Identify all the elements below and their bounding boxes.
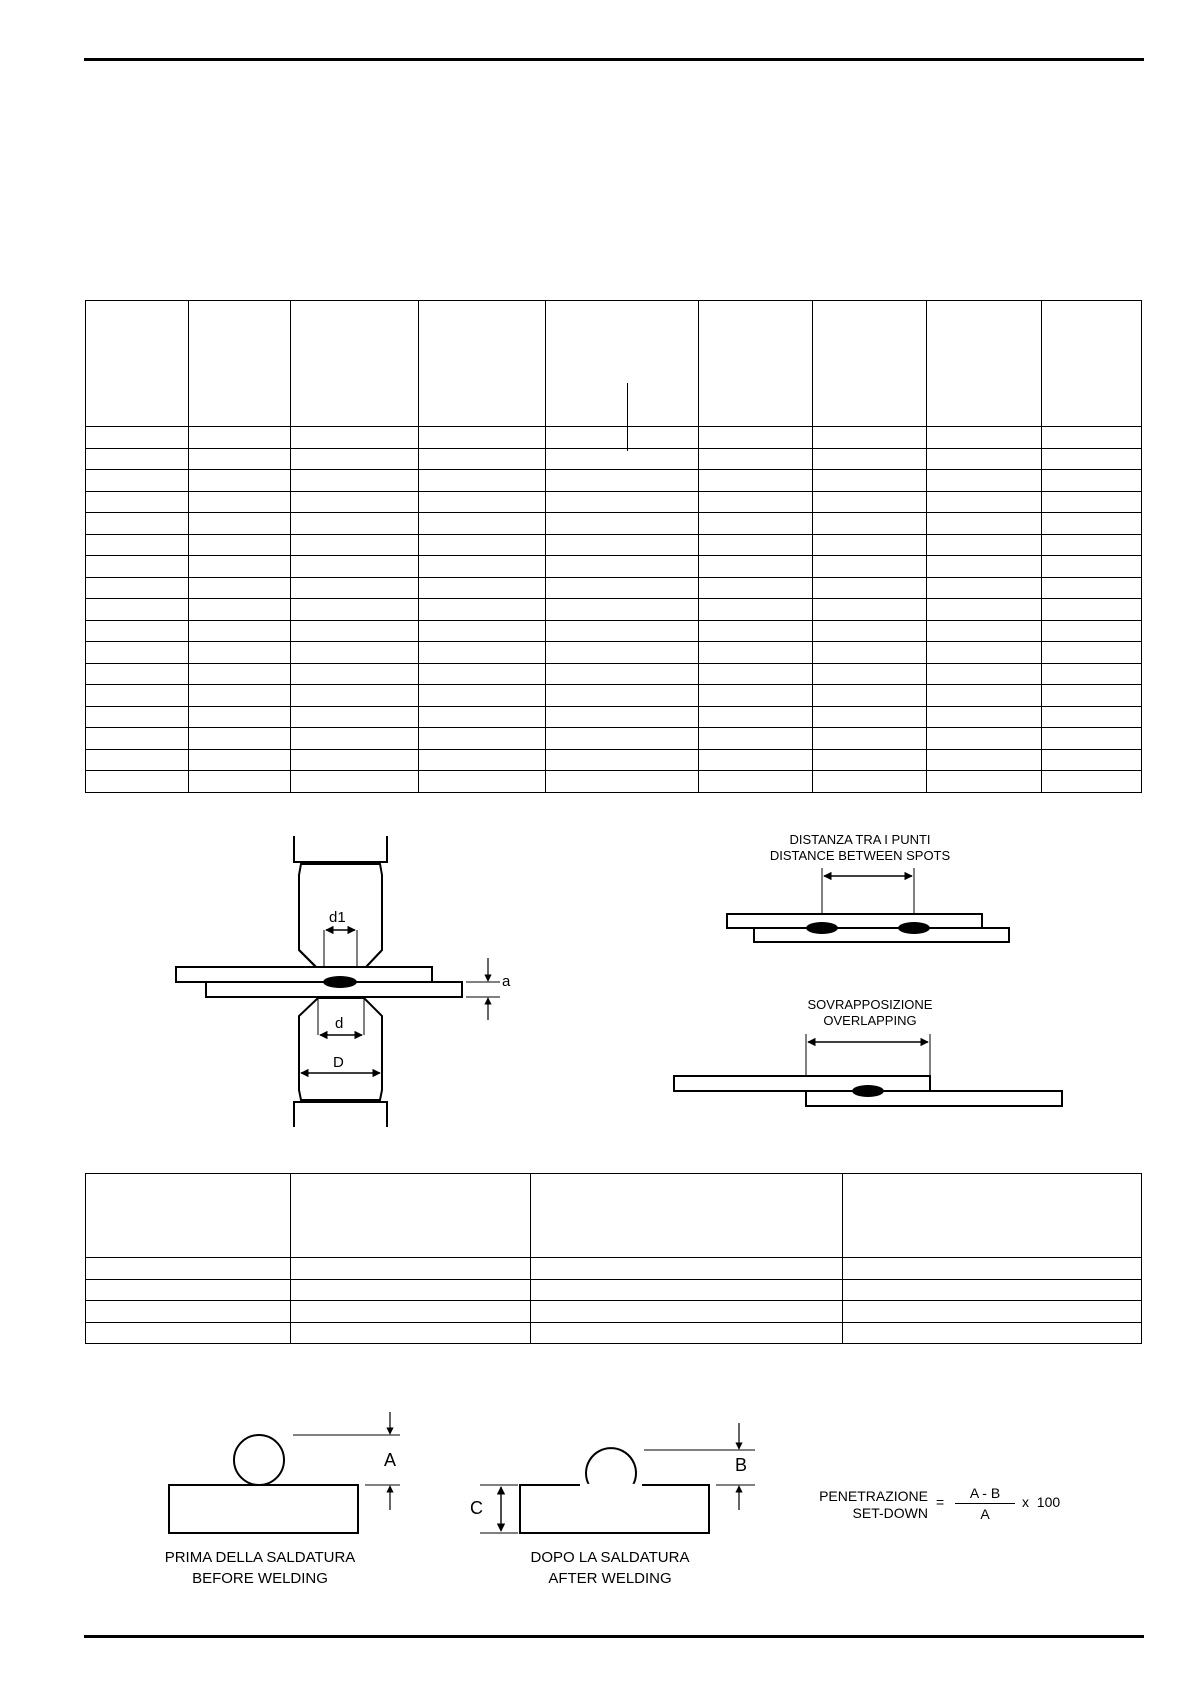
table-cell [927, 599, 1042, 621]
table-cell [1042, 685, 1142, 707]
table-cell [86, 427, 189, 449]
table-cell [419, 706, 546, 728]
table-cell [699, 427, 813, 449]
table-row [86, 1301, 1142, 1323]
table-cell [546, 771, 699, 793]
spots-label-it: DISTANZA TRA I PUNTI [789, 832, 931, 847]
table-cell [1042, 706, 1142, 728]
table-cell [813, 448, 927, 470]
table-cell [86, 663, 189, 685]
table-cell [699, 599, 813, 621]
table-cell [86, 513, 189, 535]
setdown-table [85, 1173, 1142, 1344]
table-cell [291, 771, 419, 793]
table-row [86, 556, 1142, 578]
table-cell [813, 491, 927, 513]
table-cell [531, 1322, 843, 1344]
table-cell [419, 599, 546, 621]
table-cell [813, 685, 927, 707]
table-cell [291, 1279, 531, 1301]
table-cell [699, 491, 813, 513]
table-cell [86, 1322, 291, 1344]
table-cell [189, 427, 291, 449]
label-d1: d1 [329, 909, 346, 926]
table-cell [1042, 448, 1142, 470]
header-cell [189, 301, 291, 427]
table-cell [419, 470, 546, 492]
table-cell [291, 642, 419, 664]
table-cell [1042, 771, 1142, 793]
table-cell [86, 491, 189, 513]
table-cell [291, 728, 419, 750]
table-cell [291, 599, 419, 621]
overlap-diagram [670, 1032, 1070, 1112]
table-cell [189, 749, 291, 771]
table-cell [189, 771, 291, 793]
table-cell [843, 1279, 1142, 1301]
table-row [86, 642, 1142, 664]
table-cell [699, 513, 813, 535]
table-cell [927, 685, 1042, 707]
table2-header-subdivider [842, 1196, 843, 1258]
table-cell [531, 1301, 843, 1323]
table-cell [843, 1301, 1142, 1323]
table-cell [927, 728, 1042, 750]
table-cell [86, 706, 189, 728]
table-cell [546, 448, 699, 470]
table-cell [86, 728, 189, 750]
table-cell [291, 1322, 531, 1344]
table-cell [189, 685, 291, 707]
table-cell [291, 749, 419, 771]
table-row [86, 1279, 1142, 1301]
table-cell [189, 470, 291, 492]
table-cell [86, 1301, 291, 1323]
bottom-rule [84, 1635, 1144, 1638]
formula-label-en: SET-DOWN [852, 1505, 928, 1521]
table-cell [1042, 599, 1142, 621]
table-cell [531, 1258, 843, 1280]
table-cell [86, 1279, 291, 1301]
label-a: a [502, 973, 511, 990]
table-cell [86, 620, 189, 642]
table-cell [699, 556, 813, 578]
table1-header-subdivider [627, 383, 628, 451]
table-cell [291, 491, 419, 513]
label-D: D [333, 1054, 344, 1071]
table-cell [1042, 728, 1142, 750]
table-cell [546, 599, 699, 621]
table-cell [813, 728, 927, 750]
table-cell [546, 706, 699, 728]
table-row [86, 448, 1142, 470]
header-cell [699, 301, 813, 427]
after-welding-diagram [470, 1420, 760, 1540]
before-welding-diagram [160, 1410, 410, 1540]
table-header-row [86, 301, 1142, 427]
table-cell [546, 620, 699, 642]
table-cell [546, 728, 699, 750]
table-cell [86, 749, 189, 771]
table-cell [291, 427, 419, 449]
table-cell [419, 642, 546, 664]
table-cell [927, 427, 1042, 449]
header-cell [419, 301, 546, 427]
formula-denominator: A [980, 1506, 990, 1522]
table-cell [699, 749, 813, 771]
table-row [86, 620, 1142, 642]
table-cell [419, 685, 546, 707]
table-cell [189, 577, 291, 599]
overlap-label-en: OVERLAPPING [823, 1013, 917, 1028]
table-cell [699, 771, 813, 793]
header-cell [291, 301, 419, 427]
table-cell [291, 556, 419, 578]
table-cell [813, 470, 927, 492]
table-cell [86, 771, 189, 793]
table-cell [291, 620, 419, 642]
table-cell [927, 556, 1042, 578]
table-cell [291, 1301, 531, 1323]
table-row [86, 728, 1142, 750]
header-cell [531, 1174, 843, 1258]
table-row [86, 685, 1142, 707]
table-cell [1042, 427, 1142, 449]
table-row [86, 513, 1142, 535]
table-cell [927, 448, 1042, 470]
formula-label-it: PENETRAZIONE [819, 1488, 928, 1504]
table-cell [546, 642, 699, 664]
table-cell [419, 771, 546, 793]
table-cell [291, 663, 419, 685]
table-cell [699, 642, 813, 664]
header-cell [813, 301, 927, 427]
table-cell [546, 470, 699, 492]
table-cell [927, 534, 1042, 556]
table-cell [699, 728, 813, 750]
table-cell [843, 1258, 1142, 1280]
table-cell [546, 556, 699, 578]
header-cell [843, 1174, 1142, 1258]
before-label-en: BEFORE WELDING [192, 1570, 328, 1587]
table-cell [189, 448, 291, 470]
table-cell [419, 728, 546, 750]
table-cell [531, 1279, 843, 1301]
table-cell [189, 728, 291, 750]
after-label-it: DOPO LA SALDATURA [530, 1549, 690, 1566]
table-cell [189, 706, 291, 728]
table-cell [813, 706, 927, 728]
table-cell [813, 642, 927, 664]
table-cell [189, 513, 291, 535]
table-cell [291, 1258, 531, 1280]
table-row [86, 1258, 1142, 1280]
table-cell [1042, 663, 1142, 685]
label-A: A [384, 1450, 397, 1470]
table-cell [419, 534, 546, 556]
table-cell [927, 771, 1042, 793]
table-cell [546, 427, 699, 449]
table-cell [699, 706, 813, 728]
table-cell [1042, 642, 1142, 664]
table-cell [419, 577, 546, 599]
table-cell [699, 577, 813, 599]
table-cell [813, 771, 927, 793]
after-label-en: AFTER WELDING [548, 1570, 672, 1587]
table-cell [546, 577, 699, 599]
table-cell [1042, 534, 1142, 556]
table-cell [927, 491, 1042, 513]
table-row [86, 491, 1142, 513]
table-cell [419, 620, 546, 642]
table-cell [813, 749, 927, 771]
table-cell [927, 749, 1042, 771]
table-cell [1042, 749, 1142, 771]
electrode-diagram [160, 830, 500, 1130]
table-cell [1042, 470, 1142, 492]
table-cell [291, 706, 419, 728]
table-cell [189, 620, 291, 642]
table-cell [291, 470, 419, 492]
spots-label-en: DISTANCE BETWEEN SPOTS [769, 848, 951, 863]
table-cell [291, 534, 419, 556]
table-cell [86, 577, 189, 599]
header-cell [86, 1174, 291, 1258]
table-cell [546, 663, 699, 685]
table-cell [86, 685, 189, 707]
table-cell [86, 534, 189, 556]
table-cell [813, 577, 927, 599]
formula-multiplier: x 100 [1022, 1494, 1061, 1510]
table-cell [1042, 620, 1142, 642]
table-cell [813, 427, 927, 449]
table-cell [699, 534, 813, 556]
table-cell [927, 577, 1042, 599]
top-rule [84, 58, 1144, 61]
table-row [86, 427, 1142, 449]
formula-equals: = [936, 1494, 945, 1510]
table-cell [189, 663, 291, 685]
table-cell [813, 534, 927, 556]
table-cell [419, 749, 546, 771]
table-cell [189, 556, 291, 578]
table-cell [291, 685, 419, 707]
table-cell [927, 620, 1042, 642]
table-cell [699, 685, 813, 707]
table-cell [843, 1322, 1142, 1344]
table-cell [1042, 577, 1142, 599]
table-cell [189, 599, 291, 621]
table-cell [699, 620, 813, 642]
label-d: d [335, 1015, 344, 1032]
table-cell [419, 556, 546, 578]
table-cell [813, 620, 927, 642]
table-cell [419, 427, 546, 449]
table-cell [927, 513, 1042, 535]
overlap-label-it: SOVRAPPOSIZIONE [807, 997, 933, 1012]
table-cell [419, 663, 546, 685]
table-row [86, 470, 1142, 492]
table-row [86, 663, 1142, 685]
table-row [86, 534, 1142, 556]
table-cell [419, 448, 546, 470]
table-cell [86, 642, 189, 664]
label-B: B [735, 1455, 748, 1475]
table-cell [291, 513, 419, 535]
table-cell [546, 513, 699, 535]
table-cell [927, 663, 1042, 685]
table-cell [291, 448, 419, 470]
table-row [86, 577, 1142, 599]
table-cell [291, 577, 419, 599]
label-C: C [470, 1498, 483, 1518]
table-cell [546, 749, 699, 771]
table-cell [699, 470, 813, 492]
header-cell [1042, 301, 1142, 427]
formula-fraction-bar [955, 1503, 1015, 1504]
table-cell [546, 491, 699, 513]
table-row [86, 771, 1142, 793]
header-cell [86, 301, 189, 427]
table-cell [813, 556, 927, 578]
header-cell [291, 1174, 531, 1258]
formula-numerator: A - B [969, 1485, 1001, 1501]
header-cell [927, 301, 1042, 427]
table-cell [419, 491, 546, 513]
table-cell [86, 599, 189, 621]
table-cell [927, 642, 1042, 664]
table-cell [927, 470, 1042, 492]
table-cell [699, 448, 813, 470]
spots-diagram [720, 866, 1020, 948]
table-cell [1042, 513, 1142, 535]
table-header-row [86, 1174, 1142, 1258]
header-cell [546, 301, 699, 427]
table-row [86, 599, 1142, 621]
table-cell [927, 706, 1042, 728]
welding-parameters-table [85, 300, 1142, 793]
table-cell [813, 513, 927, 535]
table-row [86, 706, 1142, 728]
table-cell [86, 1258, 291, 1280]
table-cell [546, 685, 699, 707]
table-cell [419, 513, 546, 535]
table-cell [86, 448, 189, 470]
table-cell [86, 556, 189, 578]
table-cell [699, 663, 813, 685]
table-cell [546, 534, 699, 556]
table-cell [86, 470, 189, 492]
table-cell [813, 599, 927, 621]
table-row [86, 1322, 1142, 1344]
table-cell [1042, 491, 1142, 513]
table-cell [189, 642, 291, 664]
before-label-it: PRIMA DELLA SALDATURA [164, 1549, 356, 1566]
table-cell [813, 663, 927, 685]
table-cell [1042, 556, 1142, 578]
table-cell [189, 491, 291, 513]
table-cell [189, 534, 291, 556]
table-row [86, 749, 1142, 771]
